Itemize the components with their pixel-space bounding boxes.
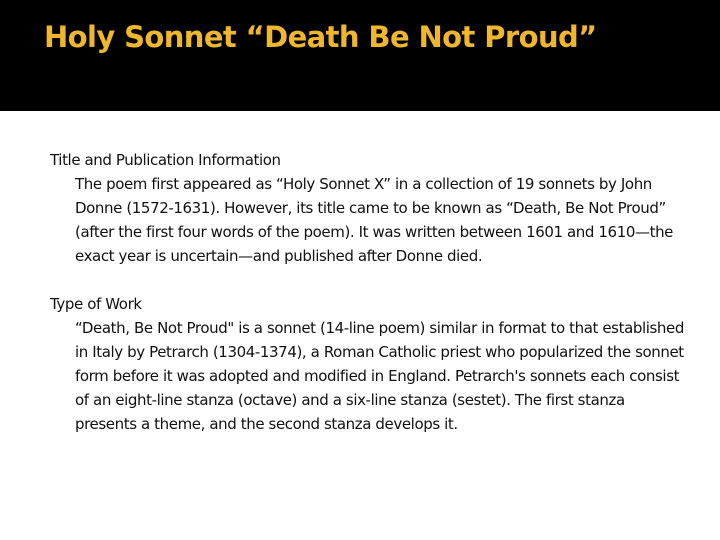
slide-content — [50, 148, 690, 460]
slide-title: Holy Sonnet “Death Be Not Proud” — [44, 20, 597, 54]
title-bar — [0, 0, 720, 111]
section-body: “Death, Be Not Proud" is a sonnet (14-line poem) similar in format to that established in Italy by Petrarch (1304-1374), a Roman Catholic priest who popularized the sonnet form before it was adopted and modified in England. Petrarch's sonnets each consist of an eight-line stanza (octave) and a six-line stanza (sestet). The first stanza presents a theme, and the second stanza develops it. — [75, 319, 684, 433]
section-heading: Type of Work — [50, 295, 142, 313]
section-body: The poem first appeared as “Holy Sonnet X” in a collection of 19 sonnets by John Donne (1572-1631). However, its title came to be known as “Death, Be Not Proud” (after the first four words of the poem). It was written between 1601 and 1610—the exact year is uncertain—and published after Donne died. — [75, 175, 673, 265]
section-publication-info — [50, 148, 690, 268]
section-type-of-work — [50, 292, 690, 436]
section-heading: Title and Publication Information — [50, 151, 281, 169]
